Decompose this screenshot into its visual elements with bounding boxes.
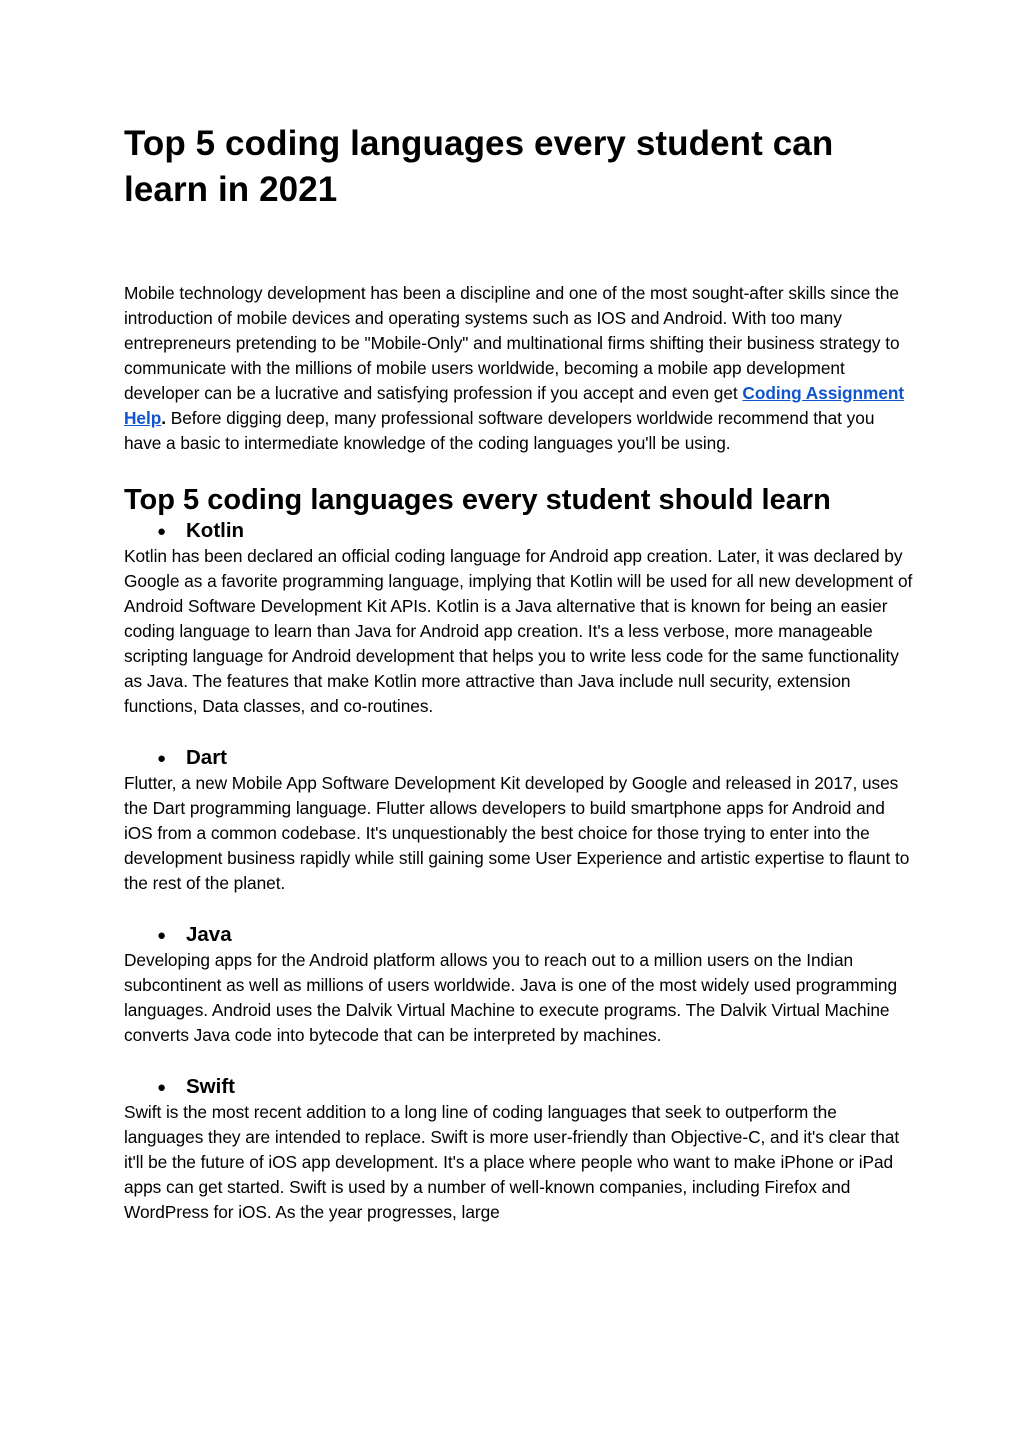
intro-text-end: Before digging deep, many professional software developers worldwide recommend that you have a basic to intermediate knowledge of the coding languages you'll be using. [124,408,875,453]
language-name: Swift [186,1075,235,1098]
language-item-java [124,922,914,1048]
language-description: Developing apps for the Android platform allows you to reach out to a million users on the Indian subcontinent as well as millions of users worldwide. Java is one of the most widely used programming languages. Android uses the Dalvik Virtual Machine to execute programs. The Dalvik Virtual Machine converts Java code into bytecode that can be interpreted by machines. [124,950,898,1045]
language-item-dart [124,745,914,896]
spacer [124,719,914,745]
document-page [124,121,914,1225]
document-title: Top 5 coding languages every student can learn in 2021 [124,124,834,209]
section-heading: Top 5 coding languages every student should learn [124,484,831,516]
language-description: Flutter, a new Mobile App Software Development Kit developed by Google and released in 2017, uses the Dart programming language. Flutter allows developers to build smartphone apps for Android and iOS from a common codebase. It's unquestionably the best choice for those trying to enter into the development business rapidly while still gaining some User Experience and artistic expertise to flaunt to the rest of the planet. [124,773,910,893]
language-description: Kotlin has been declared an official coding language for Android app creation. Later, it was declared by Google as a favorite programming language, implying that Kotlin will be used for all new development of Android Software Development Kit APIs. Kotlin is a Java alternative that is known for being an easier coding language to learn than Java for Android app creation. It's a less verbose, more manageable scripting language for Android development that helps you to write less code for the same functionality as Java. The features that make Kotlin more attractive than Java include null security, extension functions, Data classes, and co-routines. [124,546,913,716]
bullet-icon: ● [157,749,167,767]
language-description: Swift is the most recent addition to a long line of coding languages that seek to outperform the languages they are intended to replace. Swift is more user-friendly than Objective-C, and it's clear that it'll be the future of iOS app development. It's a place where people who want to make iPhone or iPad apps can get started. Swift is used by a number of well-known companies, including Firefox and WordPress for iOS. As the year progresses, large [124,1102,900,1222]
bullet-icon: ● [157,926,167,944]
language-name: Kotlin [186,519,245,542]
language-name: Java [186,923,232,946]
intro-link-period: . [161,408,167,428]
intro-text-start: Mobile technology development has been a discipline and one of the most sought-after skills since the introduction of mobile devices and operating systems such as IOS and Android. With too many entrepreneurs pretending to be "Mobile-Only" and multinational firms shifting their business strategy to communicate with the millions of mobile users worldwide, becoming a mobile app development developer can be a lucrative and satisfying profession if you accept and even get [124,283,900,403]
language-item-swift [124,1074,914,1225]
language-heading [157,745,914,771]
spacer [124,896,914,922]
coding-assignment-help-link[interactable]: Coding Assignment Help [124,383,905,428]
bullet-icon: ● [157,1078,167,1096]
intro-paragraph [124,281,914,456]
language-item-kotlin [124,518,914,719]
language-heading [157,922,914,948]
bullet-icon: ● [157,522,167,540]
spacer [124,1048,914,1074]
language-heading [157,518,914,544]
language-heading [157,1074,914,1100]
language-name: Dart [186,746,228,769]
